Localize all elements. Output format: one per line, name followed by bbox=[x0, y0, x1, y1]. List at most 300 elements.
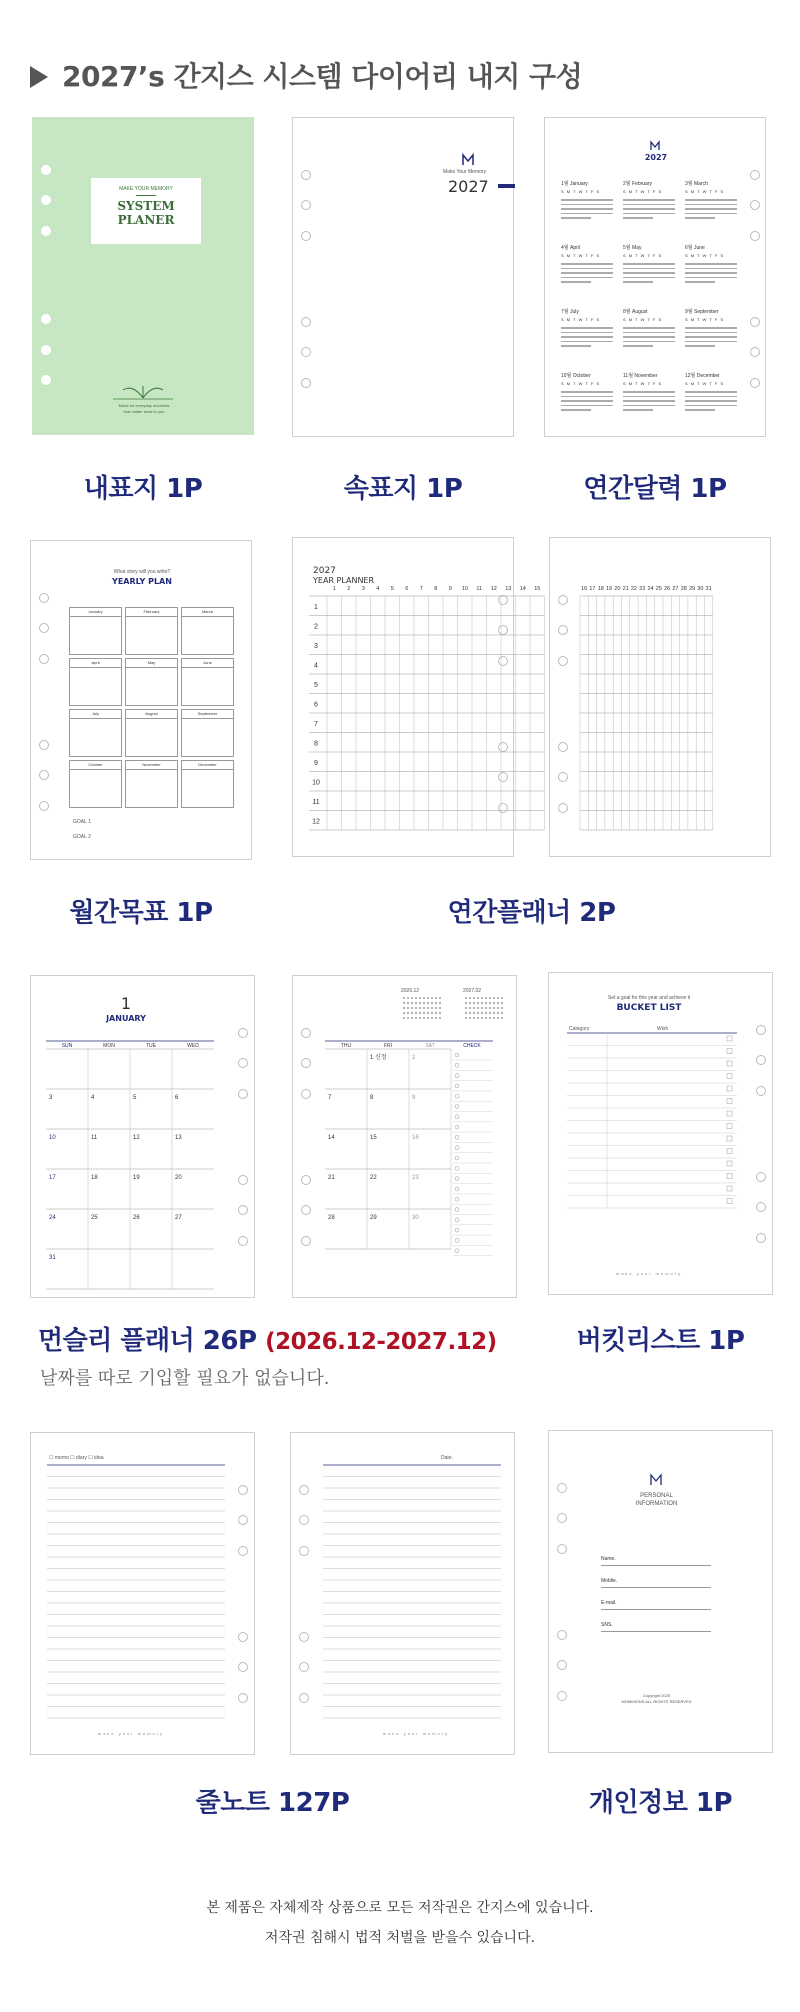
caption-year-planner: 연간플래너 2P bbox=[447, 898, 616, 928]
date-label: 11 bbox=[91, 1135, 98, 1141]
binder-hole bbox=[557, 1660, 567, 1670]
binder-hole bbox=[557, 1513, 567, 1523]
field-label: Name. bbox=[601, 1556, 616, 1562]
binder-hole bbox=[41, 314, 51, 324]
title-page-brand: Make Your Memory bbox=[443, 169, 487, 175]
day-row bbox=[685, 268, 737, 270]
month-label: 11월 November bbox=[623, 373, 658, 379]
day-row bbox=[623, 217, 653, 219]
month-days bbox=[561, 324, 613, 350]
date-label: 26 bbox=[133, 1215, 140, 1221]
title-page-year: 2027 bbox=[448, 177, 489, 196]
date-label: 24 bbox=[49, 1215, 56, 1221]
day-row bbox=[623, 277, 675, 279]
binder-hole bbox=[41, 195, 51, 205]
mini-cal-left-label: 2026.12 bbox=[401, 988, 420, 994]
personal-title-line2: INFORMATION bbox=[635, 1501, 678, 1507]
monthly-left-grid bbox=[31, 976, 256, 1299]
month-box bbox=[181, 658, 234, 706]
day-row bbox=[685, 199, 737, 201]
day-row bbox=[623, 405, 675, 407]
date-label: 16 bbox=[412, 1135, 419, 1141]
month-box bbox=[125, 658, 178, 706]
month-box-label: December bbox=[182, 761, 233, 770]
bucket-list-table bbox=[549, 973, 774, 1296]
day-header: 10 bbox=[461, 586, 468, 592]
date-label: 17 bbox=[49, 1175, 56, 1181]
weekday-header: S M T W T F S bbox=[561, 189, 601, 194]
note-left-footer: make your memory bbox=[97, 1731, 165, 1736]
checkbox-icon bbox=[727, 1174, 732, 1179]
check-circle bbox=[455, 1166, 459, 1170]
day-row bbox=[685, 327, 737, 329]
month-box bbox=[69, 709, 122, 757]
note-left-header: ☐ memo ☐ diary ☐ idea bbox=[49, 1455, 104, 1461]
day-header: 12 bbox=[490, 586, 497, 592]
year-planner-right-grid bbox=[550, 538, 772, 858]
weekday-header: S M T W T F S bbox=[685, 381, 725, 386]
checkbox-icon bbox=[727, 1111, 732, 1116]
yearly-plan-page bbox=[30, 540, 252, 860]
checkbox-icon bbox=[727, 1049, 732, 1054]
monthly-right-grid bbox=[293, 976, 518, 1299]
month-row-label: 11 bbox=[312, 799, 320, 806]
day-row bbox=[623, 396, 675, 398]
date-label: 14 bbox=[328, 1135, 335, 1141]
weekday-label: TUE bbox=[146, 1043, 156, 1049]
day-header: 19 bbox=[605, 586, 613, 592]
day-header: 18 bbox=[597, 586, 604, 592]
inner-cover-page bbox=[32, 117, 254, 435]
check-circle bbox=[455, 1238, 459, 1242]
check-circle bbox=[455, 1208, 459, 1212]
goal1-label: GOAL 1 bbox=[73, 819, 91, 825]
cover-title-line2: PLANER bbox=[117, 213, 175, 227]
day-header: 22 bbox=[630, 586, 638, 592]
check-circle bbox=[455, 1053, 459, 1057]
check-circle bbox=[455, 1177, 459, 1181]
checkbox-icon bbox=[727, 1149, 732, 1154]
checkbox-icon bbox=[727, 1161, 732, 1166]
mini-cal-right-label: 2027.02 bbox=[463, 988, 482, 994]
month-box bbox=[125, 760, 178, 808]
caption-title-page: 속표지 1P bbox=[343, 474, 463, 504]
yearly-plan-title: YEARLY PLAN bbox=[112, 577, 172, 586]
date-label: 29 bbox=[370, 1215, 377, 1221]
day-row bbox=[685, 272, 737, 274]
day-header: 2 bbox=[347, 586, 351, 592]
field-underline bbox=[601, 1631, 711, 1632]
date-label: 18 bbox=[91, 1175, 98, 1181]
month-row-label: 4 bbox=[314, 662, 318, 670]
date-label: 28 bbox=[328, 1215, 335, 1221]
personal-copyright1: Copyright 2025 bbox=[642, 1693, 671, 1698]
day-row bbox=[561, 332, 613, 334]
day-row bbox=[685, 391, 737, 393]
weekday-header: S M T W T F S bbox=[561, 317, 601, 322]
caption-monthly-planner-note: 날짜를 따로 기입할 필요가 없습니다. bbox=[40, 1368, 330, 1389]
binder-hole bbox=[39, 623, 49, 633]
month-box bbox=[125, 607, 178, 655]
month-label: 12월 December bbox=[685, 373, 720, 379]
month-days bbox=[623, 324, 675, 350]
weekday-label: THU bbox=[340, 1043, 352, 1049]
year-planner-right-page bbox=[549, 537, 771, 857]
day-row bbox=[685, 396, 737, 398]
day-row bbox=[561, 272, 613, 274]
year-planner-title: YEAR PLANNER bbox=[313, 576, 375, 585]
caption-personal-info: 개인정보 1P bbox=[588, 1788, 733, 1818]
month-row-label: 5 bbox=[314, 682, 318, 689]
date-label: 30 bbox=[412, 1215, 419, 1221]
day-row bbox=[623, 272, 675, 274]
day-row bbox=[685, 345, 715, 347]
checkbox-icon bbox=[727, 1086, 732, 1091]
day-header: 31 bbox=[705, 586, 712, 592]
field-underline bbox=[601, 1587, 711, 1588]
day-row bbox=[685, 277, 737, 279]
month-days bbox=[561, 196, 613, 222]
date-label: 19 bbox=[133, 1175, 140, 1181]
day-row bbox=[561, 263, 613, 265]
binder-hole bbox=[301, 170, 311, 180]
date-label: 8 bbox=[370, 1095, 374, 1101]
date-label: 25 bbox=[91, 1215, 98, 1221]
binder-hole bbox=[557, 1544, 567, 1554]
binder-hole bbox=[301, 347, 311, 357]
year-planner-year: 2027 bbox=[313, 566, 336, 576]
weekday-label: FRI bbox=[383, 1043, 393, 1049]
month-days bbox=[561, 388, 613, 414]
day-header: 8 bbox=[434, 586, 438, 592]
caption-monthly-goal: 월간목표 1P bbox=[69, 898, 213, 928]
day-row bbox=[685, 217, 715, 219]
caption-monthly-planner-range: (2026.12-2027.12) bbox=[265, 1329, 497, 1355]
day-row bbox=[561, 217, 591, 219]
cover-top-text: MAKE YOUR MEMORY bbox=[119, 186, 173, 192]
month-row-label: 9 bbox=[314, 760, 318, 767]
month-row-label: 10 bbox=[312, 779, 320, 787]
date-label: 23 bbox=[412, 1175, 419, 1181]
binder-hole bbox=[301, 231, 311, 241]
note-right-header: Date. bbox=[441, 1455, 453, 1461]
year-calendar-year: 2027 bbox=[644, 153, 668, 162]
check-circle bbox=[455, 1218, 459, 1222]
weekday-header: S M T W T F S bbox=[623, 381, 663, 386]
day-header: 28 bbox=[680, 586, 687, 592]
date-label: 31 bbox=[49, 1255, 56, 1261]
month-label: 4월 April bbox=[561, 245, 581, 251]
bucket-list-page bbox=[548, 972, 773, 1295]
cover-title-line1: SYSTEM bbox=[117, 199, 175, 213]
year-calendar-page bbox=[544, 117, 766, 437]
day-row bbox=[623, 400, 675, 402]
day-header: 5 bbox=[390, 586, 394, 592]
day-header: 29 bbox=[688, 586, 696, 592]
month-row-label: 6 bbox=[314, 701, 318, 709]
date-label: 27 bbox=[175, 1215, 182, 1221]
month-box bbox=[181, 607, 234, 655]
title-page-tab-bar bbox=[498, 184, 515, 188]
weekday-label: MON bbox=[103, 1043, 115, 1049]
day-row bbox=[685, 281, 715, 283]
binder-hole bbox=[301, 317, 311, 327]
month-box-label: March bbox=[182, 608, 233, 617]
check-circle bbox=[455, 1156, 459, 1160]
weekday-header: S M T W T F S bbox=[623, 189, 663, 194]
brand-logo-icon bbox=[461, 153, 475, 167]
month-days bbox=[685, 196, 737, 222]
binder-hole bbox=[39, 740, 49, 750]
day-row bbox=[685, 332, 737, 334]
day-row bbox=[623, 332, 675, 334]
month-box-label: January bbox=[70, 608, 121, 617]
month-days bbox=[561, 260, 613, 286]
day-header: 27 bbox=[672, 586, 679, 592]
check-circle bbox=[455, 1094, 459, 1098]
caption-year-calendar: 연간달력 1P bbox=[583, 474, 727, 504]
cover-label bbox=[91, 178, 201, 244]
bucket-footer: make your memory bbox=[615, 1271, 683, 1276]
field-label: Mobile. bbox=[601, 1578, 618, 1584]
day-row bbox=[623, 409, 653, 411]
line-note-left-page bbox=[30, 1432, 255, 1755]
month-name: JANUARY bbox=[106, 1014, 146, 1023]
check-circle bbox=[455, 1074, 459, 1078]
brand-logo-icon bbox=[649, 140, 661, 152]
note-right-footer: make your memory bbox=[382, 1731, 450, 1736]
weekday-label: WED bbox=[187, 1043, 199, 1049]
weekday-header: S M T W T F S bbox=[685, 253, 725, 258]
month-days bbox=[685, 388, 737, 414]
day-row bbox=[685, 204, 737, 206]
day-row bbox=[623, 204, 675, 206]
day-row bbox=[685, 336, 737, 338]
month-label: 10월 October bbox=[561, 373, 591, 379]
date-label: 10 bbox=[49, 1135, 56, 1141]
binder-hole bbox=[750, 347, 760, 357]
day-header: 11 bbox=[476, 586, 483, 592]
day-row bbox=[623, 391, 675, 393]
check-circle bbox=[455, 1135, 459, 1139]
date-label: 3 bbox=[49, 1095, 53, 1101]
bucket-title: BUCKET LIST bbox=[616, 1003, 682, 1013]
month-box bbox=[181, 760, 234, 808]
day-row bbox=[623, 327, 675, 329]
weekday-label: SAT bbox=[425, 1043, 435, 1049]
month-days bbox=[685, 324, 737, 350]
title-text: 2027’s 간지스 시스템 다이어리 내지 구성 bbox=[62, 60, 583, 93]
line-note-right-page bbox=[290, 1432, 515, 1755]
month-label: 7월 July bbox=[561, 309, 579, 315]
date-label: 5 bbox=[133, 1095, 137, 1101]
monthly-right-page bbox=[292, 975, 517, 1298]
day-row bbox=[623, 345, 653, 347]
day-header: 3 bbox=[361, 586, 365, 592]
month-label: 8월 August bbox=[623, 309, 648, 315]
day-header: 20 bbox=[614, 586, 621, 592]
date-label: 21 bbox=[328, 1175, 335, 1181]
goal2-label: GOAL 2 bbox=[73, 834, 91, 840]
caption-monthly-planner bbox=[38, 1320, 538, 1357]
day-row bbox=[561, 268, 613, 270]
bucket-col-category: Category bbox=[569, 1026, 590, 1032]
month-row-label: 12 bbox=[312, 818, 320, 826]
yearly-plan-question: What story will you write? bbox=[113, 569, 171, 575]
personal-title-line1: PERSONAL bbox=[640, 1493, 673, 1499]
month-label: 5월 May bbox=[623, 245, 642, 251]
month-box-label: September bbox=[182, 710, 233, 719]
day-row bbox=[561, 336, 613, 338]
binder-hole bbox=[41, 375, 51, 385]
checkbox-icon bbox=[727, 1124, 732, 1129]
day-header: 30 bbox=[697, 586, 704, 592]
month-box bbox=[69, 658, 122, 706]
binder-hole bbox=[750, 378, 760, 388]
check-circle bbox=[455, 1228, 459, 1232]
month-box-label: February bbox=[126, 608, 177, 617]
check-circle bbox=[455, 1084, 459, 1088]
caption-line-note: 줄노트 127P bbox=[195, 1788, 350, 1818]
bucket-question: Set a goal for this year and achieve it bbox=[607, 995, 691, 1001]
day-header: 26 bbox=[664, 586, 671, 592]
month-row-label: 2 bbox=[314, 623, 318, 631]
date-label: 2 bbox=[412, 1055, 416, 1061]
day-row bbox=[561, 327, 613, 329]
day-header: 24 bbox=[647, 586, 654, 592]
check-circle bbox=[455, 1249, 459, 1253]
day-row bbox=[561, 281, 591, 283]
footer-copyright-line1: 본 제품은 자체제작 상품으로 모든 저작권은 간지스에 있습니다. bbox=[206, 1900, 594, 1916]
day-row bbox=[685, 208, 737, 210]
month-label: 9월 September bbox=[685, 309, 719, 315]
date-label: 13 bbox=[175, 1135, 182, 1141]
month-box-label: May bbox=[126, 659, 177, 668]
day-row bbox=[685, 405, 737, 407]
day-header: 16 bbox=[581, 586, 588, 592]
day-header: 7 bbox=[419, 586, 423, 592]
day-row bbox=[561, 213, 613, 215]
day-row bbox=[685, 409, 715, 411]
month-label: 2월 February bbox=[623, 181, 653, 187]
day-row bbox=[561, 208, 613, 210]
caption-inner-cover: 내표지 1P bbox=[83, 474, 203, 504]
checkbox-icon bbox=[727, 1074, 732, 1079]
day-row bbox=[561, 204, 613, 206]
binder-hole bbox=[39, 593, 49, 603]
checkbox-icon bbox=[727, 1136, 732, 1141]
day-row bbox=[623, 281, 653, 283]
field-underline bbox=[601, 1565, 711, 1566]
personal-copyright2: MOMMIONS ALL RIGHTS RESERVED bbox=[621, 1699, 692, 1704]
check-circle bbox=[455, 1115, 459, 1119]
month-box-label: June bbox=[182, 659, 233, 668]
month-days bbox=[623, 260, 675, 286]
day-row bbox=[685, 341, 737, 343]
weekday-header: S M T W T F S bbox=[623, 317, 663, 322]
day-row bbox=[685, 400, 737, 402]
cover-bottom-line1: Made for everyday moments bbox=[118, 403, 170, 408]
check-circle bbox=[455, 1125, 459, 1129]
date-label: 9 bbox=[412, 1095, 416, 1101]
day-row bbox=[561, 396, 613, 398]
date-label: 12 bbox=[133, 1135, 140, 1141]
month-label: 1월 January bbox=[561, 181, 588, 187]
day-header: 14 bbox=[519, 586, 526, 592]
month-days bbox=[685, 260, 737, 286]
day-row bbox=[623, 208, 675, 210]
binder-hole bbox=[41, 165, 51, 175]
month-box bbox=[69, 760, 122, 808]
cover-bottom-line2: that matter most to you bbox=[123, 409, 165, 414]
binder-hole bbox=[557, 1483, 567, 1493]
month-label: 6월 June bbox=[685, 245, 705, 251]
date-label: 6 bbox=[175, 1095, 179, 1101]
weekday-header: S M T W T F S bbox=[561, 381, 601, 386]
month-label: 3월 March bbox=[685, 181, 708, 187]
brand-logo-icon bbox=[649, 1473, 663, 1487]
binder-hole bbox=[301, 200, 311, 210]
day-row bbox=[561, 199, 613, 201]
month-box bbox=[181, 709, 234, 757]
title-page bbox=[292, 117, 514, 437]
day-header: 1 bbox=[332, 586, 336, 592]
day-row bbox=[623, 213, 675, 215]
day-row bbox=[561, 400, 613, 402]
check-circle bbox=[455, 1197, 459, 1201]
checkbox-icon bbox=[727, 1099, 732, 1104]
day-row bbox=[623, 341, 675, 343]
date-label: 15 bbox=[370, 1135, 377, 1141]
month-row-label: 7 bbox=[314, 721, 318, 728]
binder-hole bbox=[39, 654, 49, 664]
weekday-header: S M T W T F S bbox=[561, 253, 601, 258]
month-box-label: October bbox=[70, 761, 121, 770]
day-row bbox=[561, 409, 591, 411]
month-row-label: 8 bbox=[314, 740, 318, 748]
date-label: 20 bbox=[175, 1175, 182, 1181]
month-row-label: 3 bbox=[314, 643, 318, 650]
month-number: 1 bbox=[120, 994, 132, 1013]
field-underline bbox=[601, 1609, 711, 1610]
caption-monthly-planner-text: 먼슬리 플래너 26P bbox=[38, 1326, 257, 1356]
leaf-ornament-icon bbox=[113, 380, 173, 400]
date-label: 1 신정 bbox=[370, 1055, 387, 1061]
day-row bbox=[623, 263, 675, 265]
binder-hole bbox=[301, 378, 311, 388]
checkbox-icon bbox=[727, 1186, 732, 1191]
binder-hole bbox=[750, 317, 760, 327]
note-right-lines bbox=[291, 1433, 516, 1756]
check-circle bbox=[455, 1105, 459, 1109]
year-planner-left-page bbox=[292, 537, 541, 857]
month-row-label: 1 bbox=[314, 604, 318, 611]
day-header: 17 bbox=[589, 586, 596, 592]
month-box-label: April bbox=[70, 659, 121, 668]
weekday-label: CHECK bbox=[463, 1043, 481, 1049]
day-row bbox=[561, 345, 591, 347]
field-label: E-mail. bbox=[601, 1600, 617, 1606]
checkbox-icon bbox=[727, 1199, 732, 1204]
day-header: 4 bbox=[376, 586, 380, 592]
date-label: 4 bbox=[91, 1095, 95, 1101]
month-box-label: November bbox=[126, 761, 177, 770]
binder-hole bbox=[41, 226, 51, 236]
day-row bbox=[561, 391, 613, 393]
day-row bbox=[623, 268, 675, 270]
binder-hole bbox=[750, 170, 760, 180]
personal-info-page bbox=[548, 1430, 773, 1753]
